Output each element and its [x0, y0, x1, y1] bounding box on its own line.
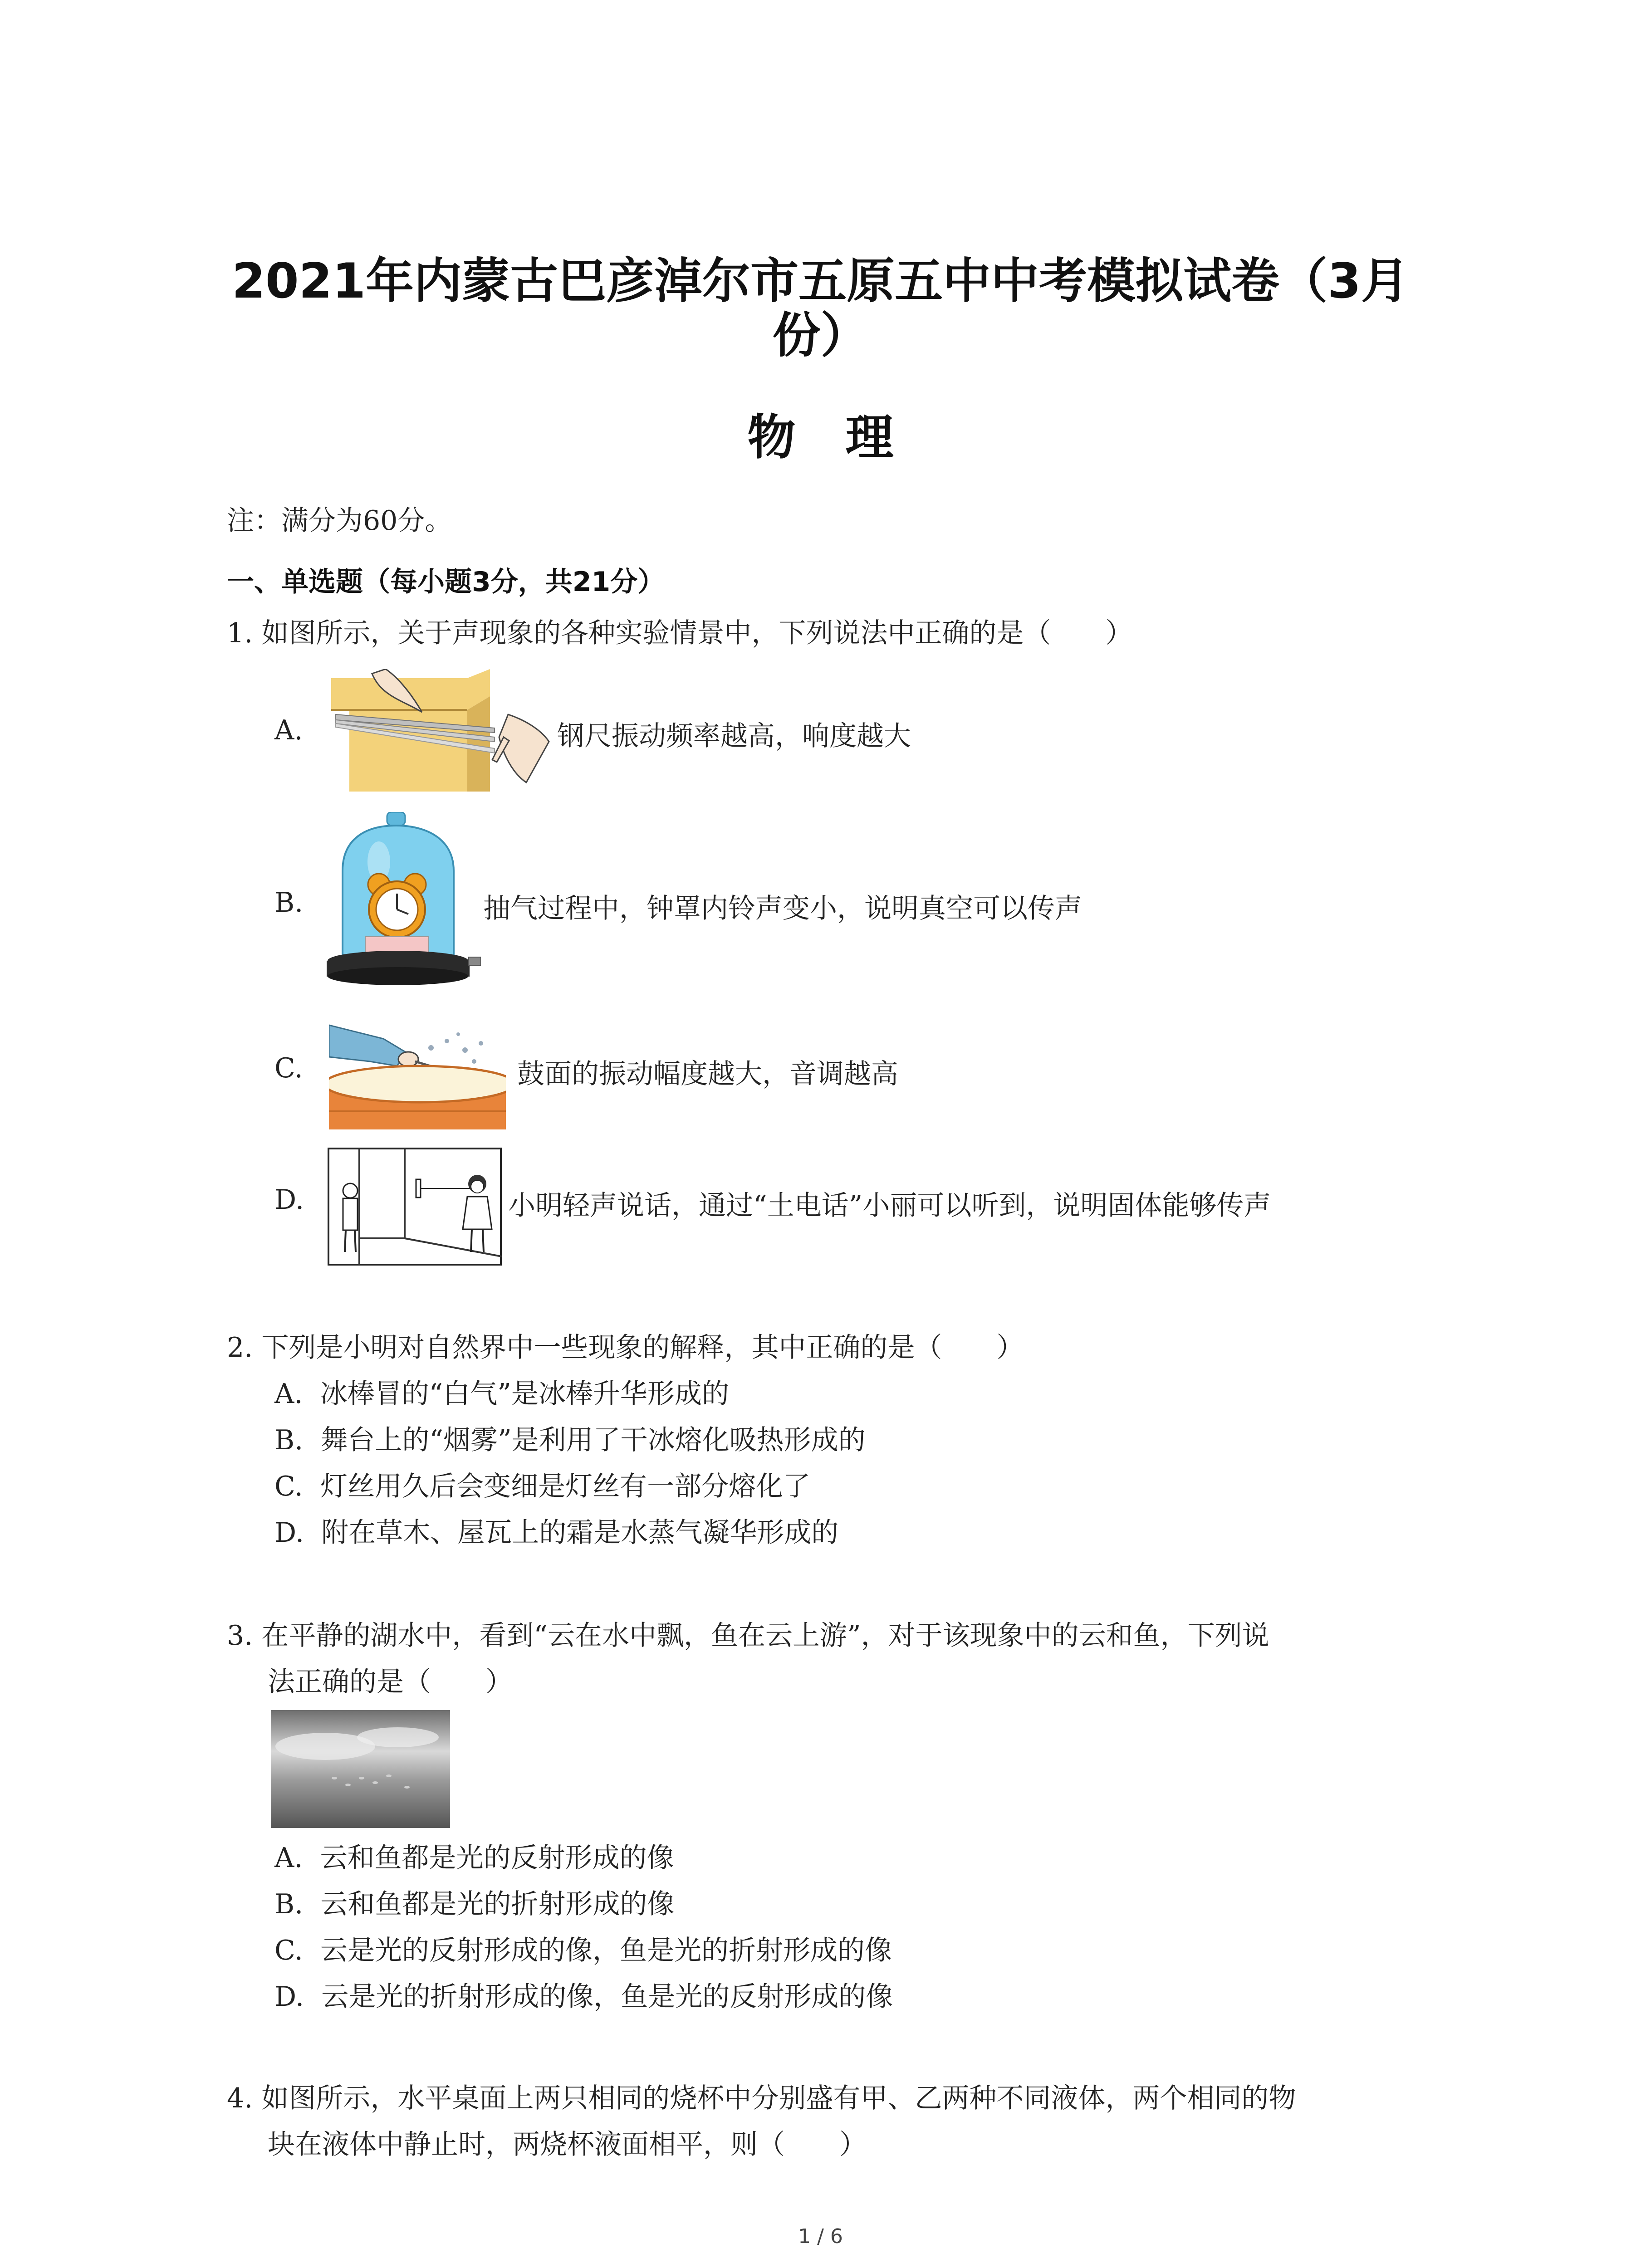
- q3-option-c: [274, 1927, 892, 1974]
- steel-ruler-image: [331, 669, 558, 792]
- question-2-stem: 2. 下列是小明对自然界中一些现象的解释，其中正确的是（ ）: [227, 1332, 1024, 1364]
- q1-option-b-text: 抽气过程中，钟罩内铃声变小，说明真空可以传声: [483, 893, 1082, 924]
- question-3-stem-line-2: 法正确的是（ ）: [268, 1666, 513, 1698]
- drum-image: [329, 1016, 506, 1129]
- title-line-1: 2021年内蒙古巴彦淖尔市五原五中中考模拟试卷（3月: [232, 253, 1409, 309]
- question-4-stem-line-1: 4. 如图所示，水平桌面上两只相同的烧杯中分别盛有甲、乙两种不同液体，两个相同的物: [227, 2082, 1296, 2114]
- question-4-stem-line-2: 块在液体中静止时，两烧杯液面相平，则（ ）: [268, 2129, 867, 2160]
- q1-option-c-text: 鼓面的振动幅度越大，音调越高: [517, 1058, 898, 1090]
- string-phone-image: [328, 1148, 502, 1266]
- q3-option-d-letter: D.: [274, 1981, 304, 2013]
- q1-option-c-letter: C.: [274, 1052, 303, 1084]
- q3-option-a-text: 云和鱼都是光的反射形成的像: [320, 1842, 674, 1874]
- q3-option-c-letter: C.: [274, 1935, 303, 1966]
- question-3-stem-line-1: 3. 在平静的湖水中，看到“云在水中飘，鱼在云上游”，对于该现象中的云和鱼，下列说: [227, 1620, 1269, 1652]
- subject-heading: 物理: [747, 410, 944, 465]
- page-number: 1 / 6: [798, 2225, 843, 2248]
- lake-clouds-fish-image: [271, 1710, 450, 1828]
- q2-option-d-text: 附在草木、屋瓦上的霜是水蒸气凝华形成的: [321, 1517, 839, 1549]
- title-line-2: 份）: [772, 308, 869, 363]
- q1-option-d-letter: D.: [274, 1184, 304, 1216]
- question-1-stem: 1. 如图所示，关于声现象的各种实验情景中，下列说法中正确的是（ ）: [227, 617, 1133, 649]
- q1-option-d-text: 小明轻声说话，通过“土电话”小丽可以听到，说明固体能够传声: [508, 1190, 1271, 1222]
- q3-option-b-text: 云和鱼都是光的折射形成的像: [320, 1888, 675, 1920]
- q2-option-b-text: 舞台上的“烟雾”是利用了干冰熔化吸热形成的: [320, 1424, 866, 1456]
- q1-option-a-text: 钢尺振动频率越高，响度越大: [557, 720, 911, 752]
- q2-option-a: [274, 1371, 729, 1417]
- q2-option-b-letter: B.: [274, 1424, 304, 1456]
- q1-option-b-letter: B.: [274, 887, 304, 919]
- section-heading-single-choice: 一、单选题（每小题3分，共21分）: [227, 566, 665, 598]
- q2-option-d-letter: D.: [274, 1517, 304, 1549]
- q2-option-b: [274, 1417, 866, 1463]
- q3-option-c-text: 云是光的反射形成的像，鱼是光的折射形成的像: [320, 1935, 892, 1966]
- q1-option-a-letter: A.: [274, 714, 303, 746]
- q2-option-d: [274, 1510, 838, 1556]
- score-note: 注：满分为60分。: [227, 505, 452, 537]
- q3-option-b: [274, 1881, 674, 1927]
- q3-option-a: [274, 1835, 674, 1881]
- q2-option-a-letter: A.: [274, 1378, 303, 1410]
- q2-option-c-letter: C.: [274, 1471, 303, 1502]
- q3-option-a-letter: A.: [274, 1842, 303, 1874]
- q2-option-c-text: 灯丝用久后会变细是灯丝有一部分熔化了: [320, 1471, 810, 1502]
- q2-option-c: [274, 1463, 810, 1510]
- page-title: [136, 254, 1505, 363]
- q3-option-d-text: 云是光的折射形成的像，鱼是光的反射形成的像: [321, 1981, 893, 2013]
- q2-option-a-text: 冰棒冒的“白气”是冰棒升华形成的: [320, 1378, 729, 1410]
- bell-jar-image: [324, 812, 481, 989]
- q3-option-b-letter: B.: [274, 1888, 304, 1920]
- q3-option-d: [274, 1974, 893, 2020]
